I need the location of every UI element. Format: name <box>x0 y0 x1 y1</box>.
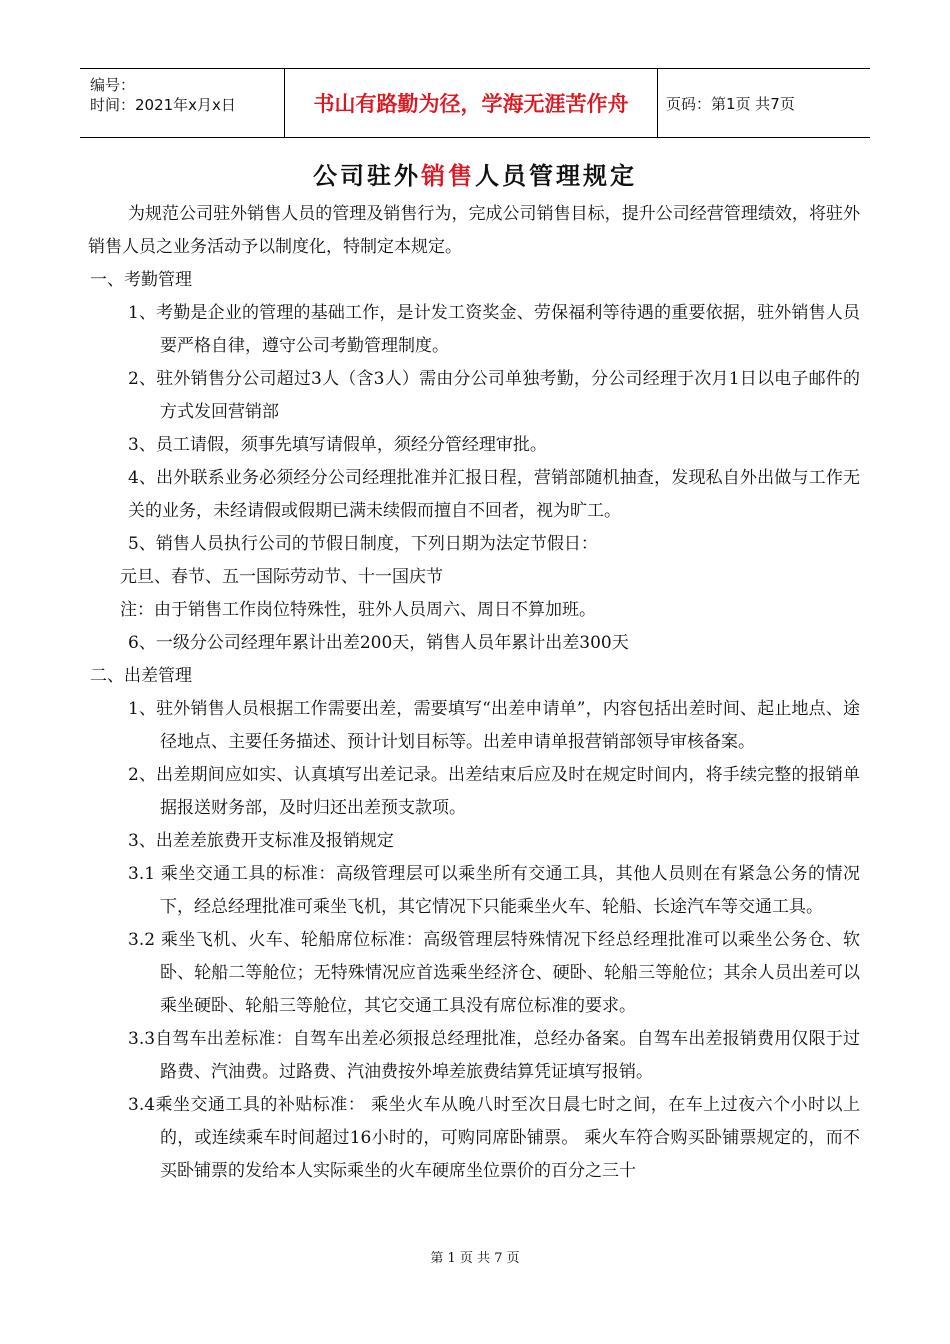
section-heading-business-trip: 二、出差管理 <box>90 666 192 686</box>
document-header <box>80 68 870 138</box>
header-motto: 书山有路勤为径，学海无涯苦作舟 <box>284 69 658 137</box>
header-left-cell <box>80 69 284 137</box>
header-page-info: 页码：第1页 共7页 <box>666 94 795 113</box>
trip-item-3-1: 3.1 乘坐交通工具的标准：高级管理层可以乘坐所有交通工具，其他人员则在有紧急公务的情况下，经总经理批准可乘坐飞机，其它情况下只能乘坐火车、轮船、长途汽车等交通工具。 <box>128 864 860 917</box>
trip-item-3-4: 3.4乘坐交通工具的补贴标准： 乘坐火车从晚八时至次日晨七时之间，在车上过夜六个小时以上的，或连续乘车时间超过16小时的，可购同席卧铺票。 乘火车符合购买卧铺票规定的，而不买卧铺票的发给本人实际乘坐的火车硬席坐位票价的百分之三十 <box>128 1095 860 1181</box>
overtime-note: 注：由于销售工作岗位特殊性，驻外人员周六、周日不算加班。 <box>120 600 596 620</box>
trip-item-3-3: 3.3自驾车出差标准：自驾车出差必须报总经理批准，总经办备案。自驾车出差报销费用仅限于过路费、汽油费。过路费、汽油费按外埠差旅费结算凭证填写报销。 <box>128 1029 860 1082</box>
document-body <box>88 198 860 1188</box>
section-heading-attendance: 一、考勤管理 <box>90 270 192 290</box>
document-number-label: 编号： <box>90 76 136 94</box>
title-part-1: 公司驻外 <box>313 161 421 190</box>
attendance-item-1: 1、考勤是企业的管理的基础工作，是计发工资奖金、劳保福利等待遇的重要依据，驻外销售人员要严格自律，遵守公司考勤管理制度。 <box>128 303 860 356</box>
document-title <box>80 156 870 191</box>
holiday-list: 元旦、春节、五一国际劳动节、十一国庆节 <box>120 567 443 587</box>
attendance-item-6: 6、一级分公司经理年累计出差200天，销售人员年累计出差300天 <box>128 633 629 653</box>
page-footer: 第 1 页 共 7 页 <box>430 1251 520 1266</box>
title-highlight: 销售 <box>421 161 475 190</box>
trip-item-1: 1、驻外销售人员根据工作需要出差，需要填写“出差申请单”，内容包括出差时间、起止地点、途径地点、主要任务描述、预计计划目标等。出差申请单报营销部领导审核备案。 <box>128 699 860 752</box>
attendance-item-5: 5、销售人员执行公司的节假日制度，下列日期为法定节假日： <box>128 534 598 554</box>
attendance-item-2: 2、驻外销售分公司超过3人（含3人）需由分公司单独考勤，分公司经理于次月1日以电子邮件的方式发回营销部 <box>128 369 860 422</box>
document-time-label: 时间：2021年x月x日 <box>90 96 236 114</box>
title-part-2: 人员管理规定 <box>475 161 637 190</box>
attendance-item-3: 3、员工请假，须事先填写请假单，须经分管经理审批。 <box>128 435 547 455</box>
intro-paragraph: 为规范公司驻外销售人员的管理及销售行为，完成公司销售目标，提升公司经营管理绩效，将驻外销售人员之业务活动予以制度化，特制定本规定。 <box>88 204 860 257</box>
trip-item-3-2: 3.2 乘坐飞机、火车、轮船席位标准：高级管理层特殊情况下经总经理批准可以乘坐公务仓、软卧、轮船二等舱位；无特殊情况应首选乘坐经济仓、硬卧、轮船三等舱位；其余人员出差可以乘坐硬卧、轮船三等舱位，其它交通工具没有席位标准的要求。 <box>128 930 860 1016</box>
attendance-item-4: 4、出外联系业务必须经分公司经理批准并汇报日程，营销部随机抽查，发现私自外出做与工作无关的业务，未经请假或假期已满未续假而擅自不回者，视为旷工。 <box>128 468 860 521</box>
trip-item-3: 3、出差差旅费开支标准及报销规定 <box>128 831 394 851</box>
trip-item-2: 2、出差期间应如实、认真填写出差记录。出差结束后应及时在规定时间内，将手续完整的报销单据报送财务部，及时归还出差预支款项。 <box>128 765 860 818</box>
